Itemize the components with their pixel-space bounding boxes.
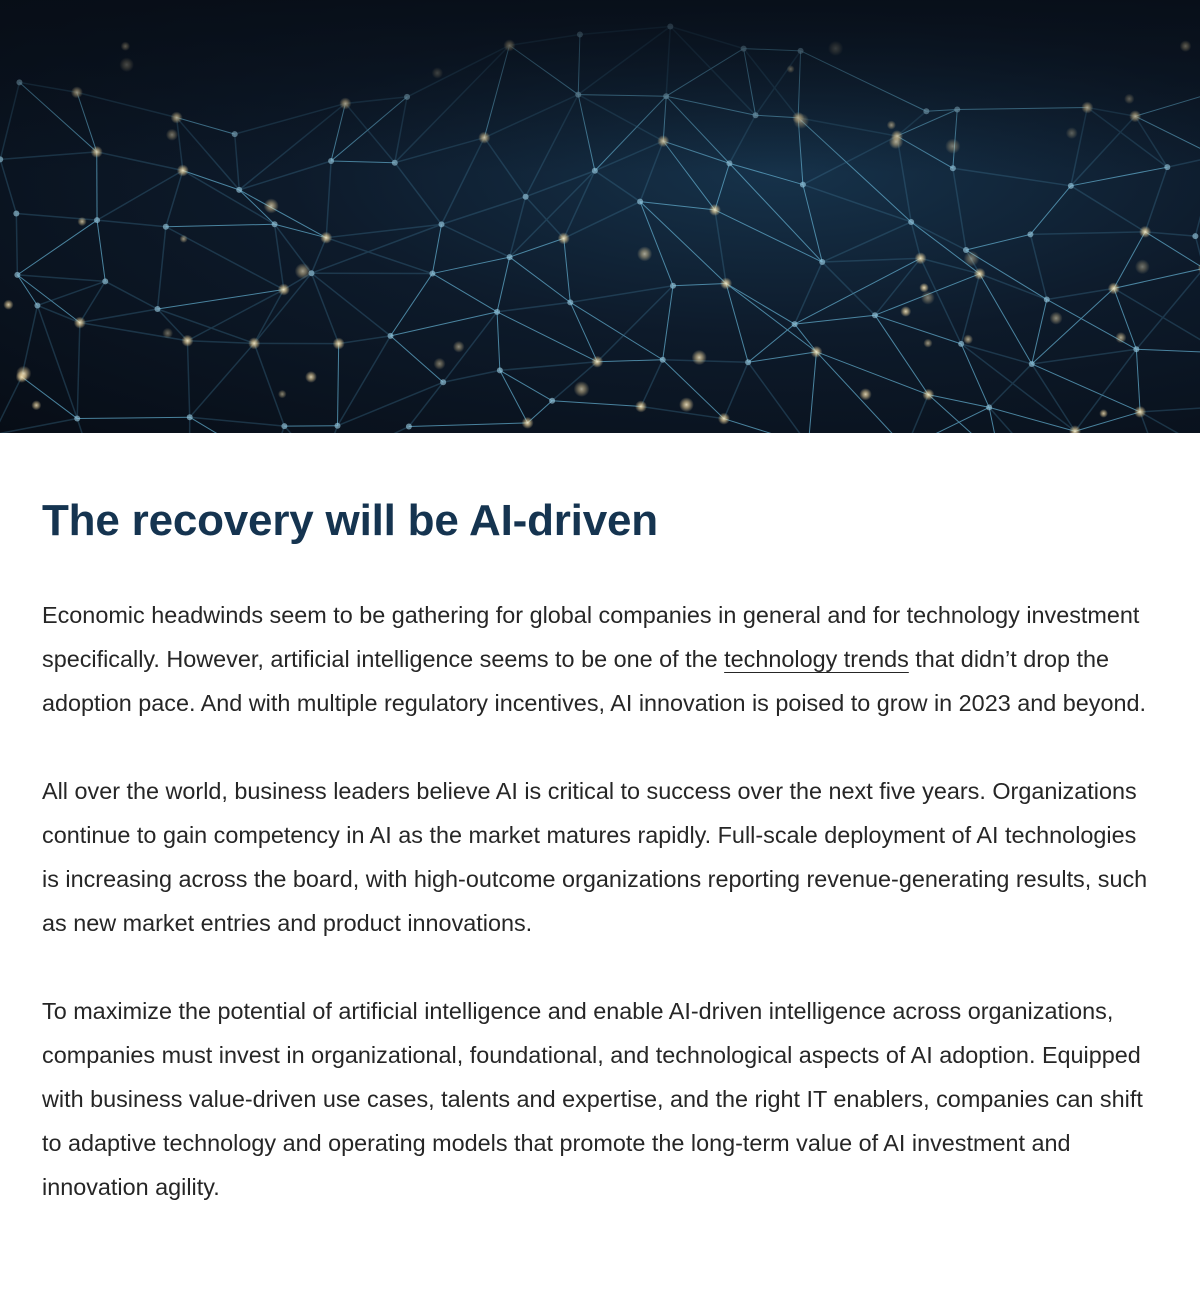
article-paragraph-3: To maximize the potential of artificial intelligence and enable AI-driven intelligence across organizations, companies must invest in organizational, foundational, and technological aspects of AI adoption. Equipped with business value-driven use cases, talents and expertise, and the right IT enablers, companies can shift to adaptive technology and operating models that promote the long-term value of AI investment and innovation agility.	[42, 998, 1143, 1200]
article-paragraph-1	[42, 593, 1158, 725]
paragraph-1-text-end: that didn’t drop the adoption pace. And with multiple regulatory incentives, AI innovation is poised to grow in 2023 and beyond.	[42, 646, 1146, 716]
hero-image	[0, 0, 1200, 433]
article-title: The recovery will be AI-driven	[42, 496, 658, 545]
article-paragraph-2: All over the world, business leaders believe AI is critical to success over the next five years. Organizations continue to gain competency in AI as the market matures rapidly. Full-scale deployment of AI technologies is increasing across the board, with high-outcome organizations reporting revenue-generating results, such as new market entries and product innovations.	[42, 778, 1148, 936]
article-body	[0, 433, 1200, 1209]
paragraph-1-text-start: Economic headwinds seem to be gathering for global companies in general and for technology investment specifically. However, artificial intelligence seems to be one of the	[42, 602, 1140, 672]
technology-trends-link[interactable]: technology trends	[724, 646, 909, 672]
network-mesh-image	[0, 0, 1200, 433]
